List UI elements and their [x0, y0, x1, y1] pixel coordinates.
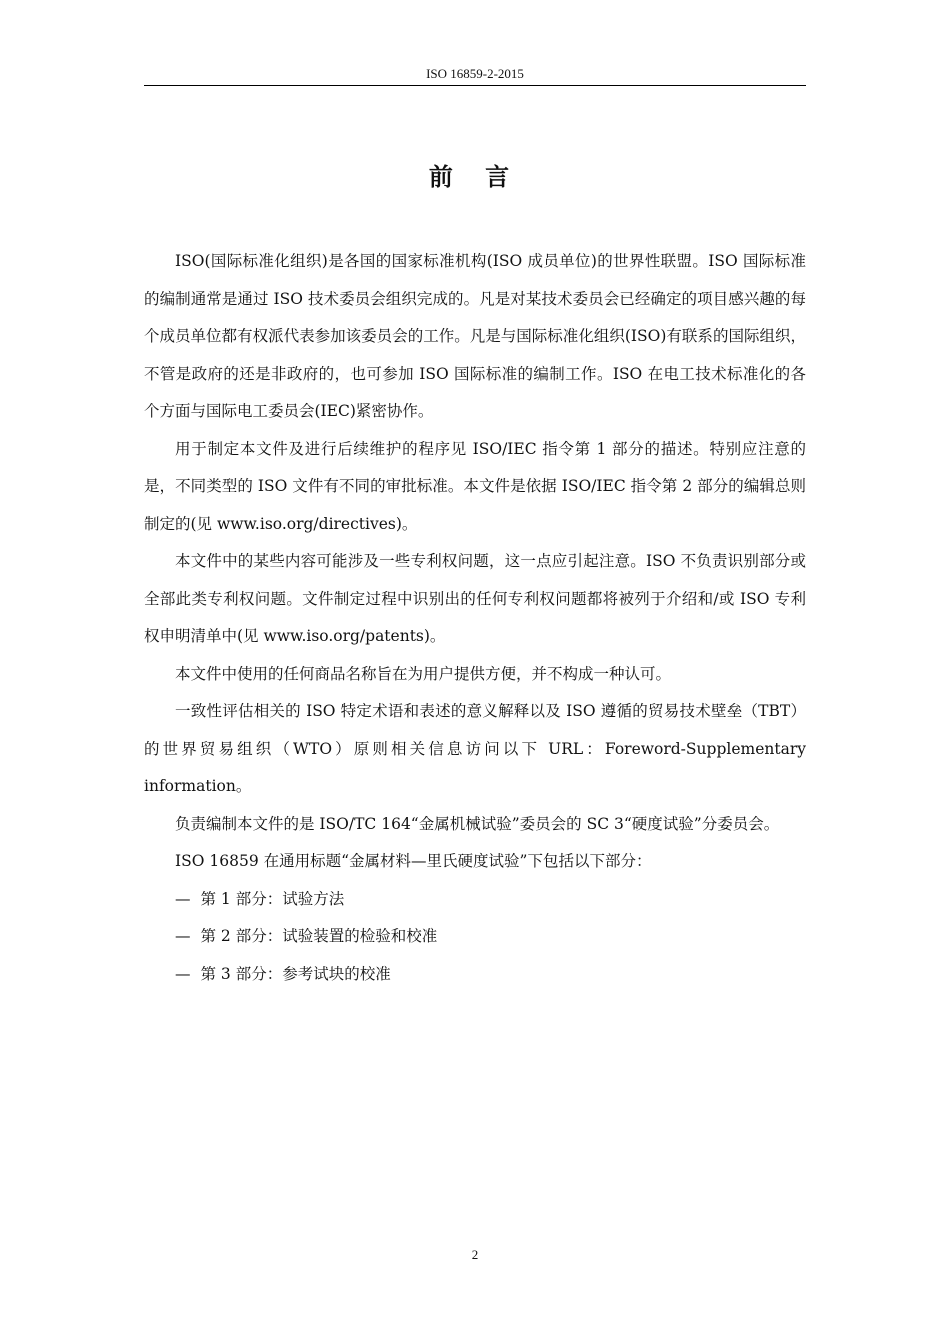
foreword-body — [144, 243, 806, 993]
paragraph-conformity: 一致性评估相关的 ISO 特定术语和表述的意义解释以及 ISO 遵循的贸易技术壁垒（TBT）的世界贸易组织（WTO）原则相关信息访问以下 URL：Foreword-Supplementary information。 — [144, 702, 806, 795]
page-number: 2 — [471, 1247, 479, 1262]
parts-list — [144, 881, 806, 994]
paragraph-patents: 本文件中的某些内容可能涉及一些专利权问题，这一点应引起注意。ISO 不负责识别部分或全部此类专利权问题。文件制定过程中识别出的任何专利权问题都将被列于介绍和/或 ISO 专利权申明清单中(见 www.iso.org/patents)。 — [144, 552, 806, 645]
dash-bullet: — — [175, 889, 191, 908]
paragraph-committee: 负责编制本文件的是 ISO/TC 164“金属机械试验”委员会的 SC 3“硬度试验”分委员会。 — [175, 814, 780, 833]
list-item-text: 第 2 部分：试验装置的检验和校准 — [200, 927, 438, 945]
paragraph-trade-names: 本文件中使用的任何商品名称旨在为用户提供方便，并不构成一种认可。 — [175, 664, 672, 683]
dash-bullet: — — [175, 927, 191, 945]
list-item — [144, 918, 806, 956]
list-item-text: 第 3 部分：参考试块的校准 — [200, 964, 391, 983]
list-item-text: 第 1 部分：试验方法 — [200, 889, 345, 908]
list-item — [144, 881, 806, 919]
dash-bullet: — — [175, 964, 191, 983]
running-header: ISO 16859-2-2015 — [426, 66, 524, 81]
paragraph-procedures: 用于制定本文件及进行后续维护的程序见 ISO/IEC 指令第 1 部分的描述。特别应注意的是，不同类型的 ISO 文件有不同的审批标准。本文件是依据 ISO/IEC 指令第 2 部分的编辑总则制定的(见 www.iso.org/directives)。 — [144, 439, 806, 533]
header-rule — [144, 85, 806, 86]
paragraph-parts-intro: ISO 16859 在通用标题“金属材料—里氏硬度试验”下包括以下部分： — [175, 852, 652, 870]
paragraph-iso-intro: ISO(国际标准化组织)是各国的国家标准机构(ISO 成员单位)的世界性联盟。ISO 国际标准的编制通常是通过 ISO 技术委员会组织完成的。凡是对某技术委员会已经确定的项目感兴趣的每个成员单位都有权派代表参加该委员会的工作。凡是与国际标准化组织(ISO)有联系的国际组织，不管是政府的还是非政府的，也可参加 ISO 国际标准的编制工作。ISO 在电工技术标准化的各个方面与国际电工委员会(IEC)紧密协作。 — [144, 252, 806, 420]
list-item — [144, 956, 806, 994]
page-title: 前 言 — [428, 163, 522, 191]
